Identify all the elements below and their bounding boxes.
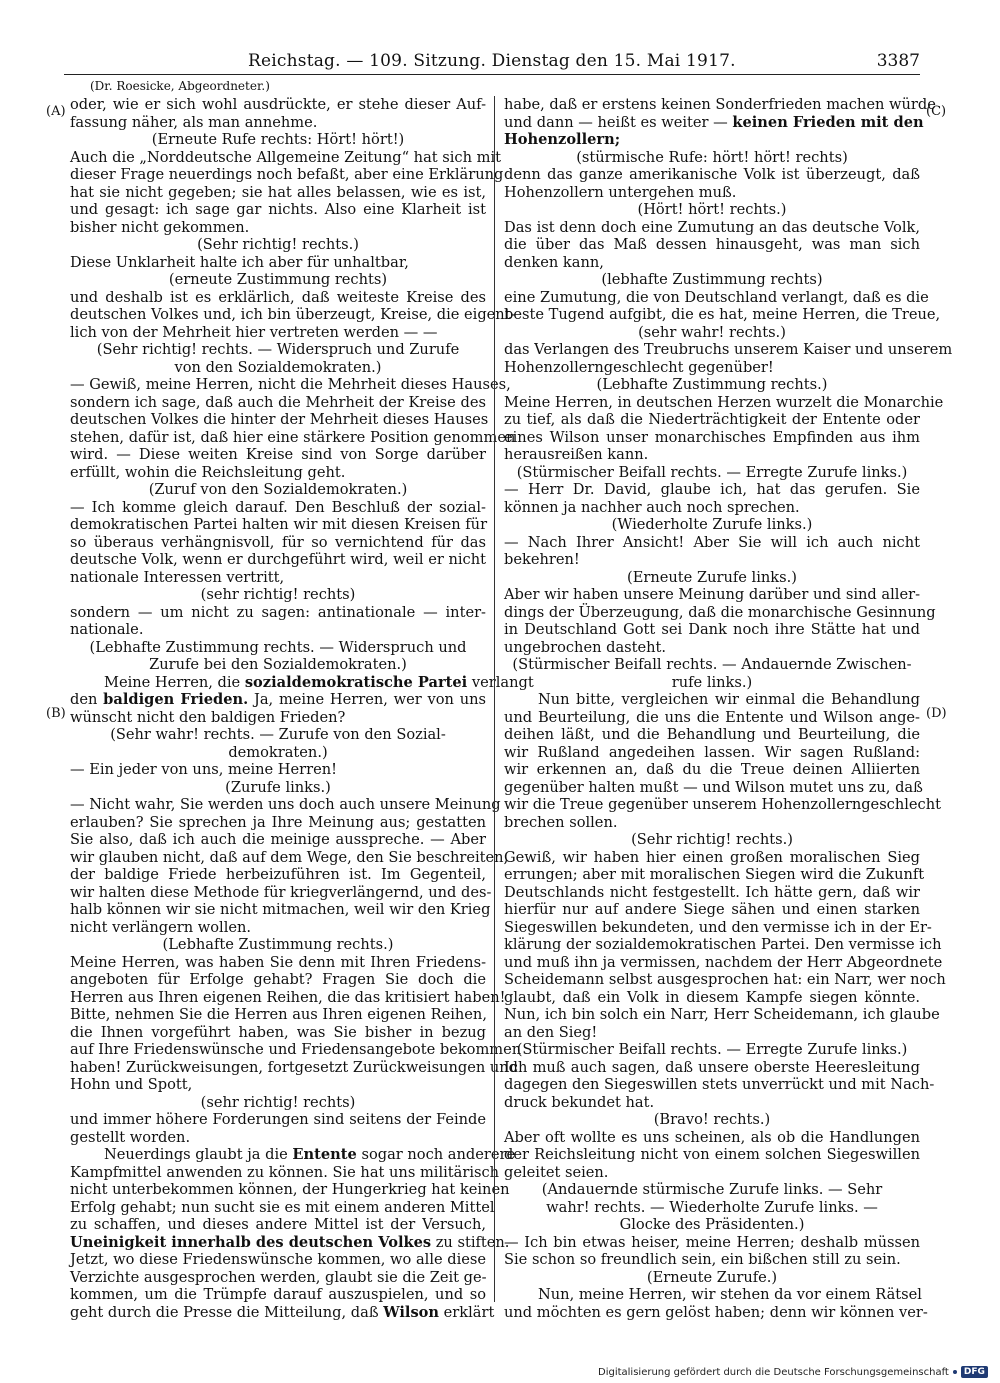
- emphasized-text: sozialdemokratische Partei: [244, 673, 468, 691]
- text-line: Diese Unklarheit halte ich aber für unhaltbar,: [70, 253, 409, 271]
- footer-dot-icon: [953, 1370, 957, 1374]
- text-line: — Ich bin etwas heiser, meine Herren; deshalb müssen: [504, 1233, 920, 1251]
- digitization-credit: Digitalisierung gefördert durch die Deutsche Forschungsgemeinschaft: [598, 1367, 949, 1378]
- text-line: nationale Interessen vertritt,: [70, 568, 285, 586]
- text-line: Zurufe bei den Sozialdemokraten.): [149, 656, 407, 673]
- text-line: geleitet seien.: [504, 1163, 609, 1181]
- text-line: angeboten für Erfolge gehabt? Fragen Sie doch die: [70, 971, 486, 988]
- text-line: (Bravo! rechts.): [653, 1111, 771, 1128]
- text-line: eines Wilson unser monarchisches Empfinden aus ihm: [504, 428, 920, 446]
- text-line: druck bekundet hat.: [504, 1093, 655, 1111]
- dfg-logo: DFG: [961, 1366, 988, 1378]
- text-line: zu tief, als daß die Niederträchtigkeit der Entente oder: [504, 411, 920, 428]
- text-line: gestellt worden.: [70, 1128, 191, 1146]
- text-line: rufe links.): [671, 673, 753, 691]
- page-number: 3387: [876, 51, 920, 71]
- text-line: dings der Überzeugung, daß die monarchische Gesinnung: [504, 603, 936, 621]
- emphasized-text: keinen Frieden mit den: [732, 113, 924, 131]
- text-line: beste Tugend aufgibt, die es hat, meine Herren, die Treue,: [504, 306, 941, 323]
- text-line: demokratischen Partei halten wir mit diesen Kreisen für: [70, 516, 488, 533]
- text-line: Hohenzollern untergehen muß.: [504, 183, 737, 201]
- text-line: können ja nachher auch noch sprechen.: [504, 498, 800, 516]
- text-line: der Reichsleitung nicht von einem solchen Siegeswillen: [504, 1146, 920, 1163]
- margin-mark-b: (B): [46, 706, 66, 721]
- text-line: Ich muß auch sagen, daß unsere oberste Heeresleitung: [504, 1058, 920, 1076]
- text-line: (Andauernde stürmische Zurufe links. — Sehr: [541, 1181, 883, 1198]
- text-line: an den Sieg!: [504, 1023, 598, 1041]
- text-line: halb können wir sie nicht mitmachen, weil wir den Krieg: [70, 901, 491, 918]
- text-run: den: [70, 691, 104, 708]
- text-line: und deshalb ist es erklärlich, daß weiteste Kreise des: [70, 288, 486, 306]
- text-line: [70, 1233, 510, 1252]
- text-line: Meine Herren, was haben Sie denn mit Ihren Friedens-: [70, 953, 486, 971]
- text-line: — Ich komme gleich darauf. Den Beschluß der sozial-: [70, 498, 486, 516]
- text-line: brechen sollen.: [504, 813, 618, 831]
- text-line: (Stürmischer Beifall rechts. — Erregte Zurufe links.): [516, 463, 908, 481]
- text-line: errungen; aber mit moralischen Siegen wird die Zukunft: [504, 866, 925, 883]
- text-line: denken kann,: [504, 253, 604, 271]
- text-line: herausreißen kann.: [504, 446, 649, 463]
- text-line: (sehr richtig! rechts): [200, 1093, 356, 1111]
- text-line: Verzichte ausgesprochen werden, glaubt sie die Zeit ge-: [70, 1268, 487, 1286]
- text-line: in Deutschland Gott sei Dank noch ihre Stätte hat und: [504, 621, 920, 638]
- text-line: [70, 1303, 495, 1322]
- text-line: Nun, ich bin solch ein Narr, Herr Scheidemann, ich glaube: [504, 1006, 940, 1023]
- text-run: Neuerdings glaubt ja die: [104, 1146, 293, 1163]
- text-line: — Ein jeder von uns, meine Herren!: [70, 761, 338, 778]
- text-line: die über das Maß dessen hinausgeht, was man sich: [504, 236, 920, 253]
- text-line: (Zurufe links.): [225, 778, 331, 796]
- text-line: (Lebhafte Zustimmung rechts.): [596, 376, 828, 393]
- text-run: verlangt: [467, 673, 534, 691]
- text-run: Meine Herren, die: [104, 673, 245, 691]
- text-line: (sehr richtig! rechts): [200, 586, 356, 603]
- text-run: Ja, meine Herren, wer von uns: [248, 691, 486, 708]
- text-line: (Lebhafte Zustimmung rechts. — Widerspruch und: [89, 638, 467, 656]
- text-line: Kampfmittel anwenden zu können. Sie hat uns militärisch: [70, 1163, 500, 1181]
- emphasized-text: Wilson: [383, 1303, 440, 1321]
- text-line: (Sehr richtig! rechts.): [631, 831, 793, 848]
- text-line: (Lebhafte Zustimmung rechts.): [162, 936, 394, 953]
- text-run: sogar noch anderere: [356, 1146, 516, 1163]
- text-run: zu stiften.: [431, 1233, 510, 1251]
- text-line: deutsche Volk, wenn er durchgeführt wird, weil er nicht: [70, 551, 486, 568]
- text-line: und Beurteilung, die uns die Entente und Wilson ange-: [504, 708, 920, 726]
- text-line: zu schaffen, und dieses andere Mittel ist der Versuch,: [70, 1216, 486, 1233]
- text-line: Aber wir haben unsere Meinung darüber und sind aller-: [504, 586, 920, 603]
- text-line: glaubt, daß ein Volk in diesem Kampfe siegen könnte.: [504, 988, 920, 1006]
- margin-mark-c: (C): [926, 104, 947, 119]
- text-line: Hohn und Spott,: [70, 1076, 193, 1093]
- page-header: [0, 0, 1000, 80]
- text-line: Sie also, daß ich auch die meinige ausspreche. — Aber: [70, 831, 486, 848]
- text-line: der baldige Friede herbeizuführen ist. Im Gegenteil,: [70, 866, 486, 883]
- text-line: sondern ich sage, daß auch die Mehrheit der Kreise des: [70, 393, 486, 411]
- text-line: Sie schon so freundlich sein, ein bißchen still zu sein.: [504, 1251, 901, 1268]
- text-line: gegenüber halten mußt — und Wilson mutet uns zu, daß: [504, 778, 923, 796]
- text-line: wir glauben nicht, daß auf dem Wege, den Sie beschreiten,: [70, 848, 509, 866]
- speaker-note: (Dr. Roesicke, Abgeordneter.): [90, 79, 270, 93]
- emphasized-text: Uneinigkeit innerhalb des deutschen Volkes: [70, 1233, 432, 1251]
- text-line: wahr! rechts. — Wiederholte Zurufe links. —: [546, 1198, 878, 1216]
- text-line: Siegeswillen bekundeten, und den vermisse ich in der Er-: [504, 918, 932, 936]
- text-line: (stürmische Rufe: hört! hört! rechts): [576, 148, 848, 166]
- text-line: lich von der Mehrheit hier vertreten werden — —: [70, 323, 438, 341]
- text-run: geht durch die Presse die Mitteilung, daß: [70, 1303, 384, 1321]
- text-line: wünscht nicht den baldigen Frieden?: [70, 708, 346, 726]
- text-run: erklärt: [439, 1303, 495, 1321]
- text-line: und muß ihn ja vermissen, nachdem der Herr Abgeordnete: [504, 953, 943, 971]
- page-footer: [598, 1366, 988, 1378]
- text-run: und dann — heißt es weiter —: [504, 113, 733, 131]
- text-line: und immer höhere Forderungen sind seitens der Feinde: [70, 1111, 486, 1128]
- running-head: Reichstag. — 109. Sitzung. Dienstag den 15. Mai 1917.: [248, 51, 736, 71]
- text-line: — Nach Ihrer Ansicht! Aber Sie will ich auch nicht: [504, 533, 920, 551]
- text-line: die Ihnen vorgeführt haben, was Sie bisher in bezug: [70, 1023, 486, 1041]
- text-line: wir erkennen an, daß du die Treue deinen Alliierten: [504, 761, 920, 778]
- left-text-column: [70, 96, 534, 1321]
- text-line: erfüllt, wohin die Reichsleitung geht.: [70, 463, 346, 481]
- text-line: (Stürmischer Beifall rechts. — Erregte Zurufe links.): [516, 1041, 908, 1058]
- text-line: Nun bitte, vergleichen wir einmal die Behandlung: [538, 691, 920, 708]
- text-line: Glocke des Präsidenten.): [619, 1216, 805, 1233]
- text-line: dagegen den Siegeswillen stets unverrückt und mit Nach-: [504, 1076, 935, 1093]
- text-line: (erneute Zustimmung rechts): [168, 271, 388, 288]
- text-line: demokraten.): [228, 743, 328, 761]
- text-line: deihen läßt, und die Behandlung und Beurteilung, die: [504, 726, 920, 743]
- text-line: dieser Frage neuerdings noch befaßt, aber eine Erklärung: [70, 166, 504, 183]
- text-line: nicht unterbekommen können, der Hungerkrieg hat keinen: [70, 1181, 510, 1198]
- text-line: Deutschlands nicht festgestellt. Ich hätte gern, daß wir: [504, 883, 920, 901]
- text-line: bekehren!: [504, 551, 580, 568]
- text-line: [70, 673, 534, 692]
- text-line: wir die Treue gegenüber unserem Hohenzollerngeschlecht: [504, 796, 941, 813]
- text-line: — Gewiß, meine Herren, nicht die Mehrheit dieses Hauses,: [70, 376, 511, 393]
- text-line: Gewiß, wir haben hier einen großen moralischen Sieg: [504, 848, 920, 866]
- text-line: und möchten es gern gelöst haben; denn wir können ver-: [504, 1303, 928, 1321]
- text-line: deutschen Volkes und, ich bin überzeugt, Kreise, die eigent-: [70, 306, 516, 323]
- emphasized-text: Hohenzollern;: [504, 131, 621, 148]
- text-line: und gesagt: ich sage gar nichts. Also eine Klarheit ist: [70, 201, 486, 218]
- text-line: erlauben? Sie sprechen ja Ihre Meinung aus; gestatten: [70, 813, 486, 831]
- text-line: ungebrochen dasteht.: [504, 638, 667, 656]
- text-line: bisher nicht gekommen.: [70, 218, 250, 236]
- text-line: klärung der sozialdemokratischen Partei. Den vermisse ich: [504, 936, 942, 953]
- text-line: oder, wie er sich wohl ausdrückte, er stehe dieser Auf-: [70, 96, 486, 113]
- text-line: (Wiederholte Zurufe links.): [611, 516, 813, 533]
- text-line: habe, daß er erstens keinen Sonderfrieden machen würde: [504, 96, 936, 113]
- text-line: wir Rußland angedeihen lassen. Wir sagen Rußland:: [504, 743, 920, 761]
- text-line: (Sehr richtig! rechts. — Widerspruch und Zurufe: [96, 341, 460, 358]
- column-divider: [494, 96, 495, 1302]
- text-line: Aber oft wollte es uns scheinen, als ob die Handlungen: [504, 1128, 920, 1146]
- text-line: Bitte, nehmen Sie die Herren aus Ihren eigenen Reihen,: [70, 1006, 487, 1023]
- text-line: — Nicht wahr, Sie werden uns doch auch unsere Meinung: [70, 796, 501, 813]
- text-line: auf Ihre Friedenswünsche und Friedensangebote bekommen: [70, 1041, 522, 1058]
- margin-mark-d: (D): [926, 706, 947, 721]
- text-line: (sehr wahr! rechts.): [638, 323, 786, 341]
- text-line: das Verlangen des Treubruchs unserem Kaiser und unserem: [504, 341, 953, 358]
- text-line: [70, 691, 486, 709]
- text-line: kommen, um die Trümpfe darauf auszuspielen, und so: [70, 1286, 486, 1303]
- text-line: (Hört! hört! rechts.): [637, 201, 787, 218]
- text-line: Auch die „Norddeutsche Allgemeine Zeitung“ hat sich mit: [70, 148, 502, 166]
- text-line: deutschen Volkes die hinter der Mehrheit dieses Hauses: [70, 411, 489, 428]
- margin-mark-a: (A): [46, 104, 66, 119]
- text-line: [70, 1146, 516, 1164]
- text-line: nationale.: [70, 621, 144, 638]
- text-line: eine Zumutung, die von Deutschland verlangt, daß es die: [504, 288, 929, 306]
- text-line: fassung näher, als man annehme.: [70, 113, 318, 131]
- text-line: Herren aus Ihren eigenen Reihen, die das kritisiert haben!: [70, 988, 506, 1006]
- text-line: [504, 131, 920, 149]
- right-text-column: [504, 96, 953, 1321]
- text-line: so überaus verhängnisvoll, für so vernichtend für das: [70, 533, 486, 551]
- text-line: von den Sozialdemokraten.): [174, 358, 382, 376]
- text-line: Scheidemann selbst ausgesprochen hat: ein Narr, wer noch: [504, 971, 946, 988]
- text-line: wir halten diese Methode für kriegverlängernd, und des-: [70, 883, 492, 901]
- text-line: stehen, dafür ist, daß hier eine stärkere Position genommen: [70, 428, 516, 446]
- text-line: haben! Zurückweisungen, fortgesetzt Zurückweisungen und: [70, 1058, 519, 1076]
- text-line: (Erneute Zurufe links.): [627, 568, 797, 586]
- text-line: (Sehr richtig! rechts.): [197, 236, 359, 253]
- text-line: Jetzt, wo diese Friedenswünsche kommen, wo alle diese: [70, 1251, 487, 1268]
- text-line: [504, 113, 924, 132]
- text-line: denn das ganze amerikanische Volk ist überzeugt, daß: [504, 166, 920, 183]
- text-line: hierfür nur auf andere Siege sähen und einen starken: [504, 901, 920, 918]
- text-line: (Stürmischer Beifall rechts. — Andauernde Zwischen-: [512, 656, 912, 673]
- text-line: Hohenzollerngeschlecht gegenüber!: [504, 358, 774, 376]
- text-line: sondern — um nicht zu sagen: antinationale — inter-: [70, 603, 486, 621]
- text-line: nicht verlängern wollen.: [70, 918, 252, 936]
- emphasized-text: baldigen Frieden.: [103, 691, 249, 708]
- text-line: Meine Herren, in deutschen Herzen wurzelt die Monarchie: [504, 393, 944, 411]
- text-line: wird. — Diese weiten Kreise sind von Sorge darüber: [70, 446, 486, 463]
- emphasized-text: Entente: [292, 1146, 357, 1163]
- header-rule: [64, 74, 920, 75]
- text-line: (Sehr wahr! rechts. — Zurufe von den Sozial-: [110, 726, 446, 743]
- text-line: (Zuruf von den Sozialdemokraten.): [148, 481, 408, 498]
- text-line: (Erneute Rufe rechts: Hört! hört!): [151, 131, 405, 148]
- text-line: hat sie nicht gegeben; sie hat alles belassen, wie es ist,: [70, 183, 486, 201]
- text-line: (lebhafte Zustimmung rechts): [601, 271, 823, 288]
- text-line: (Erneute Zurufe.): [646, 1268, 778, 1286]
- text-line: Das ist denn doch eine Zumutung an das deutsche Volk,: [504, 218, 920, 236]
- text-line: Erfolg gehabt; nun sucht sie es mit einem anderen Mittel: [70, 1198, 495, 1216]
- text-line: — Herr Dr. David, glaube ich, hat das gerufen. Sie: [504, 481, 920, 498]
- text-line: Nun, meine Herren, wir stehen da vor einem Rätsel: [538, 1286, 922, 1303]
